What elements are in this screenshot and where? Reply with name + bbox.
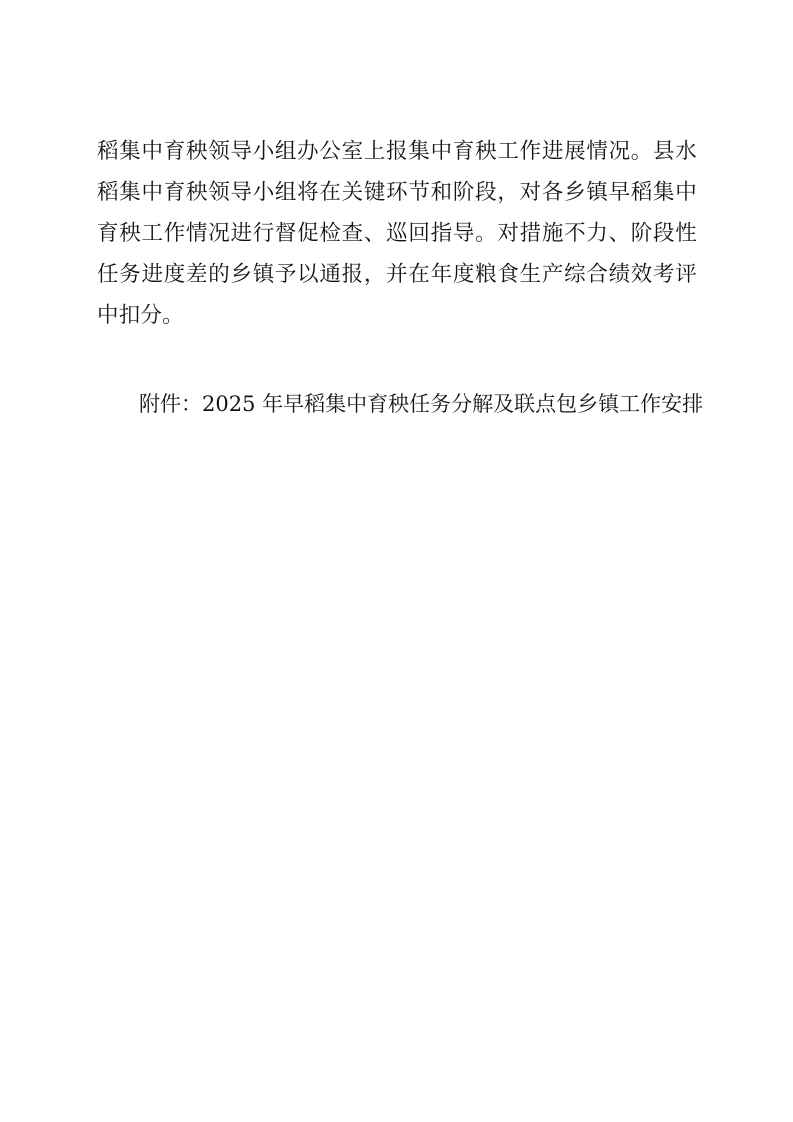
body-paragraph: 稻集中育秧领导小组办公室上报集中育秧工作进展情况。县水稻集中育秧领导小组将在关键环节和阶段，对各乡镇早稻集中育秧工作情况进行督促检查、巡回指导。对措施不力、阶段性任务进度差的乡镇予以通报，并在年度粮食生产综合绩效考评中扣分。 [97, 139, 697, 328]
attachment-block [97, 384, 704, 424]
attachment-line: 附件：2025 年早稻集中育秧任务分解及联点包乡镇工作安排 [139, 392, 704, 416]
document-content [97, 131, 704, 424]
